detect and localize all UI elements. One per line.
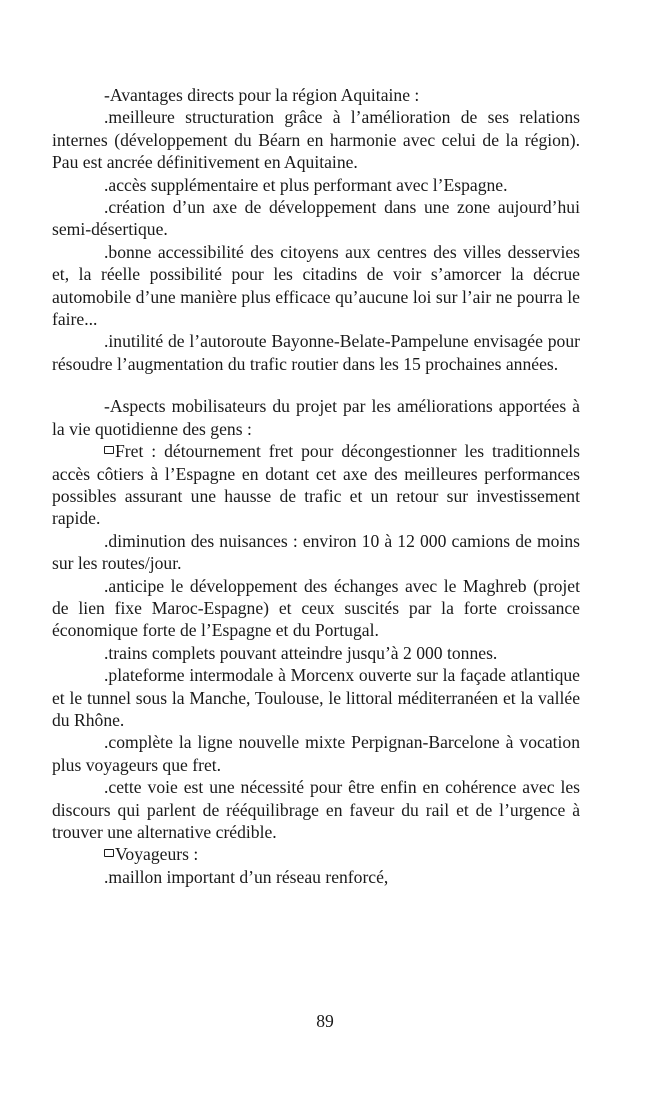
paragraph-autoroute: .inutilité de l’autoroute Bayonne-Belate-Pampelune envisagée pour résoudre l’augmentation du trafic routier dans les 15 prochaines années. bbox=[52, 331, 580, 374]
section-heading-aspects: -Aspects mobilisateurs du projet par les améliorations apportées à la vie quotidienne des gens : bbox=[52, 396, 580, 439]
paragraph-morcenx: .plateforme intermodale à Morcenx ouverte sur la façade atlantique et le tunnel sous la Manche, Toulouse, le littoral méditerranéen et la vallée du Rhône. bbox=[52, 665, 580, 730]
voyageurs-text: Voyageurs : bbox=[115, 844, 199, 865]
fret-text: Fret : détournement fret pour décongestionner les traditionnels accès côtiers à l’Espagne en dotant cet axe des meilleures performances possibles assurant une hausse de trafic et un retour sur investissement rapide. bbox=[52, 441, 580, 529]
body-text bbox=[52, 84, 580, 888]
paragraph-accessibilite: .bonne accessibilité des citoyens aux centres des villes desservies et, la réelle possibilité pour les citadins de voir s’amorcer la décrue automobile d’une manière plus efficace qu’aucune loi sur l’air ne pourra le faire... bbox=[52, 241, 580, 330]
paragraph-axe: .création d’un axe de développement dans une zone aujourd’hui semi-désertique. bbox=[52, 197, 580, 240]
paragraph-fret bbox=[52, 440, 580, 530]
paragraph-maghreb: .anticipe le développement des échanges avec le Maghreb (projet de lien fixe Maroc-Espagne) et ceux suscités par la forte croissance économique forte de l’Espagne et du Portugal. bbox=[52, 575, 580, 641]
paragraph-structuration: .meilleure structuration grâce à l’amélioration de ses relations internes (développement du Béarn en harmonie avec celui de la région). Pau est ancrée définitivement en Aquitaine. bbox=[52, 107, 580, 173]
page-number: 89 bbox=[316, 1011, 334, 1031]
paragraph-maillon: .maillon important d’un réseau renforcé, bbox=[104, 866, 389, 887]
paragraph-acces: .accès supplémentaire et plus performant avec l’Espagne. bbox=[104, 174, 508, 195]
paragraph-perpignan: .complète la ligne nouvelle mixte Perpignan-Barcelone à vocation plus voyageurs que fret. bbox=[52, 732, 580, 775]
section-heading-aquitaine: -Avantages directs pour la région Aquitaine : bbox=[104, 85, 420, 105]
paragraph-coherence: .cette voie est une nécessité pour être enfin en cohérence avec les discours qui parlent de rééquilibrage en faveur du rail et de l’urgence à trouver une alternative crédible. bbox=[52, 777, 580, 842]
paragraph-trains: .trains complets pouvant atteindre jusqu’à 2 000 tonnes. bbox=[104, 642, 498, 663]
paragraph-gap bbox=[52, 375, 580, 395]
paragraph-nuisances: .diminution des nuisances : environ 10 à 12 000 camions de moins sur les routes/jour. bbox=[52, 530, 580, 574]
square-bullet-icon bbox=[104, 446, 114, 454]
square-bullet-icon bbox=[104, 849, 114, 857]
paragraph-voyageurs-heading bbox=[52, 843, 580, 865]
